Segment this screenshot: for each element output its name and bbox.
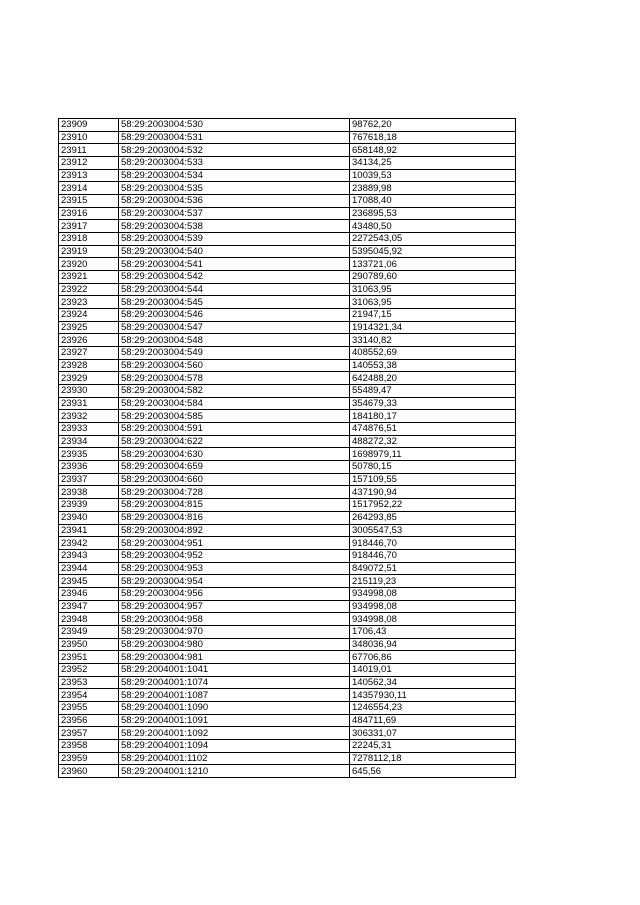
table-row xyxy=(59,233,516,246)
row-number-cell: 23943 xyxy=(59,549,119,562)
cadastral-number-cell: 58:29:2003004:549 xyxy=(119,347,350,360)
cadastral-number-cell: 58:29:2003004:546 xyxy=(119,309,350,322)
cadastral-number-cell: 58:29:2003004:539 xyxy=(119,233,350,246)
row-number-cell: 23946 xyxy=(59,587,119,600)
row-number-cell: 23936 xyxy=(59,461,119,474)
value-cell: 1517952,22 xyxy=(350,499,516,512)
row-number-cell: 23933 xyxy=(59,423,119,436)
cadastral-number-cell: 58:29:2003004:584 xyxy=(119,397,350,410)
row-number-cell: 23930 xyxy=(59,385,119,398)
table-row xyxy=(59,448,516,461)
value-cell: 488272,32 xyxy=(350,435,516,448)
cadastral-number-cell: 58:29:2003004:538 xyxy=(119,220,350,233)
row-number-cell: 23928 xyxy=(59,359,119,372)
cadastral-number-cell: 58:29:2004001:1092 xyxy=(119,727,350,740)
value-cell: 140553,38 xyxy=(350,359,516,372)
cadastral-number-cell: 58:29:2003004:954 xyxy=(119,575,350,588)
cadastral-number-cell: 58:29:2003004:582 xyxy=(119,385,350,398)
value-cell: 10039,53 xyxy=(350,169,516,182)
row-number-cell: 23927 xyxy=(59,347,119,360)
cadastral-number-cell: 58:29:2003004:560 xyxy=(119,359,350,372)
row-number-cell: 23923 xyxy=(59,296,119,309)
table-row xyxy=(59,359,516,372)
cadastral-number-cell: 58:29:2004001:1074 xyxy=(119,676,350,689)
cadastral-number-cell: 58:29:2003004:630 xyxy=(119,448,350,461)
cadastral-value-table xyxy=(58,118,516,778)
table-row xyxy=(59,461,516,474)
cadastral-number-cell: 58:29:2003004:532 xyxy=(119,144,350,157)
cadastral-number-cell: 58:29:2003004:956 xyxy=(119,587,350,600)
cadastral-number-cell: 58:29:2003004:951 xyxy=(119,537,350,550)
row-number-cell: 23911 xyxy=(59,144,119,157)
row-number-cell: 23942 xyxy=(59,537,119,550)
table-row xyxy=(59,537,516,550)
cadastral-number-cell: 58:29:2003004:970 xyxy=(119,625,350,638)
table-row xyxy=(59,499,516,512)
cadastral-number-cell: 58:29:2003004:622 xyxy=(119,435,350,448)
value-cell: 849072,51 xyxy=(350,562,516,575)
value-cell: 934998,08 xyxy=(350,587,516,600)
cadastral-number-cell: 58:29:2003004:728 xyxy=(119,486,350,499)
value-cell: 934998,08 xyxy=(350,613,516,626)
cadastral-number-cell: 58:29:2003004:952 xyxy=(119,549,350,562)
value-cell: 3005547,53 xyxy=(350,524,516,537)
table-row xyxy=(59,727,516,740)
cadastral-number-cell: 58:29:2003004:548 xyxy=(119,334,350,347)
row-number-cell: 23919 xyxy=(59,245,119,258)
cadastral-number-cell: 58:29:2003004:585 xyxy=(119,410,350,423)
cadastral-number-cell: 58:29:2003004:533 xyxy=(119,157,350,170)
row-number-cell: 23939 xyxy=(59,499,119,512)
row-number-cell: 23947 xyxy=(59,600,119,613)
row-number-cell: 23931 xyxy=(59,397,119,410)
table-row xyxy=(59,220,516,233)
row-number-cell: 23937 xyxy=(59,473,119,486)
row-number-cell: 23945 xyxy=(59,575,119,588)
value-cell: 43480,50 xyxy=(350,220,516,233)
value-cell: 2272543,05 xyxy=(350,233,516,246)
cadastral-number-cell: 58:29:2004001:1102 xyxy=(119,752,350,765)
table-row xyxy=(59,600,516,613)
table-row xyxy=(59,271,516,284)
table-row xyxy=(59,334,516,347)
row-number-cell: 23915 xyxy=(59,195,119,208)
value-cell: 5395045,92 xyxy=(350,245,516,258)
cadastral-number-cell: 58:29:2004001:1090 xyxy=(119,701,350,714)
value-cell: 140562,34 xyxy=(350,676,516,689)
table-row xyxy=(59,613,516,626)
cadastral-number-cell: 58:29:2003004:545 xyxy=(119,296,350,309)
table-row xyxy=(59,511,516,524)
cadastral-number-cell: 58:29:2003004:958 xyxy=(119,613,350,626)
row-number-cell: 23951 xyxy=(59,651,119,664)
cadastral-number-cell: 58:29:2003004:535 xyxy=(119,182,350,195)
value-cell: 484711,69 xyxy=(350,714,516,727)
cadastral-number-cell: 58:29:2003004:953 xyxy=(119,562,350,575)
row-number-cell: 23952 xyxy=(59,663,119,676)
row-number-cell: 23909 xyxy=(59,119,119,132)
table-row xyxy=(59,486,516,499)
value-cell: 98762,20 xyxy=(350,119,516,132)
table-row xyxy=(59,321,516,334)
table-row xyxy=(59,119,516,132)
cadastral-number-cell: 58:29:2003004:534 xyxy=(119,169,350,182)
value-cell: 14357930,11 xyxy=(350,689,516,702)
table-row xyxy=(59,195,516,208)
cadastral-number-cell: 58:29:2003004:542 xyxy=(119,271,350,284)
cadastral-number-cell: 58:29:2003004:536 xyxy=(119,195,350,208)
value-cell: 354679,33 xyxy=(350,397,516,410)
value-cell: 1246554,23 xyxy=(350,701,516,714)
table-row xyxy=(59,157,516,170)
row-number-cell: 23956 xyxy=(59,714,119,727)
value-cell: 23889,98 xyxy=(350,182,516,195)
row-number-cell: 23917 xyxy=(59,220,119,233)
value-cell: 21947,15 xyxy=(350,309,516,322)
cadastral-number-cell: 58:29:2003004:547 xyxy=(119,321,350,334)
value-cell: 50780,15 xyxy=(350,461,516,474)
table-row xyxy=(59,207,516,220)
cadastral-number-cell: 58:29:2003004:540 xyxy=(119,245,350,258)
value-cell: 934998,08 xyxy=(350,600,516,613)
cadastral-number-cell: 58:29:2003004:816 xyxy=(119,511,350,524)
table-row xyxy=(59,765,516,778)
row-number-cell: 23954 xyxy=(59,689,119,702)
value-cell: 658148,92 xyxy=(350,144,516,157)
table-row xyxy=(59,739,516,752)
value-cell: 1914321,34 xyxy=(350,321,516,334)
value-cell: 55489,47 xyxy=(350,385,516,398)
table-row xyxy=(59,587,516,600)
table-row xyxy=(59,549,516,562)
row-number-cell: 23948 xyxy=(59,613,119,626)
value-cell: 31063,95 xyxy=(350,283,516,296)
value-cell: 215119,23 xyxy=(350,575,516,588)
value-cell: 645,56 xyxy=(350,765,516,778)
table-row xyxy=(59,296,516,309)
table-row xyxy=(59,347,516,360)
cadastral-number-cell: 58:29:2004001:1087 xyxy=(119,689,350,702)
cadastral-number-cell: 58:29:2003004:660 xyxy=(119,473,350,486)
value-cell: 7278112,18 xyxy=(350,752,516,765)
row-number-cell: 23959 xyxy=(59,752,119,765)
value-cell: 437190,94 xyxy=(350,486,516,499)
row-number-cell: 23929 xyxy=(59,372,119,385)
row-number-cell: 23921 xyxy=(59,271,119,284)
row-number-cell: 23940 xyxy=(59,511,119,524)
row-number-cell: 23938 xyxy=(59,486,119,499)
cadastral-number-cell: 58:29:2004001:1094 xyxy=(119,739,350,752)
value-cell: 1698979,11 xyxy=(350,448,516,461)
row-number-cell: 23920 xyxy=(59,258,119,271)
table-row xyxy=(59,131,516,144)
row-number-cell: 23944 xyxy=(59,562,119,575)
cadastral-number-cell: 58:29:2003004:544 xyxy=(119,283,350,296)
value-cell: 918446,70 xyxy=(350,549,516,562)
row-number-cell: 23934 xyxy=(59,435,119,448)
row-number-cell: 23918 xyxy=(59,233,119,246)
row-number-cell: 23935 xyxy=(59,448,119,461)
table-row xyxy=(59,663,516,676)
cadastral-number-cell: 58:29:2003004:541 xyxy=(119,258,350,271)
value-cell: 22245,31 xyxy=(350,739,516,752)
value-cell: 918446,70 xyxy=(350,537,516,550)
cadastral-number-cell: 58:29:2003004:957 xyxy=(119,600,350,613)
cadastral-number-cell: 58:29:2003004:659 xyxy=(119,461,350,474)
cadastral-number-cell: 58:29:2004001:1091 xyxy=(119,714,350,727)
table-body xyxy=(59,119,516,778)
row-number-cell: 23950 xyxy=(59,638,119,651)
value-cell: 31063,95 xyxy=(350,296,516,309)
cadastral-number-cell: 58:29:2003004:578 xyxy=(119,372,350,385)
cadastral-number-cell: 58:29:2003004:531 xyxy=(119,131,350,144)
table-row xyxy=(59,258,516,271)
table-row xyxy=(59,410,516,423)
row-number-cell: 23922 xyxy=(59,283,119,296)
row-number-cell: 23925 xyxy=(59,321,119,334)
value-cell: 474876,51 xyxy=(350,423,516,436)
value-cell: 408552,69 xyxy=(350,347,516,360)
row-number-cell: 23953 xyxy=(59,676,119,689)
value-cell: 348036,94 xyxy=(350,638,516,651)
row-number-cell: 23949 xyxy=(59,625,119,638)
table-row xyxy=(59,701,516,714)
table-row xyxy=(59,562,516,575)
value-cell: 236895,53 xyxy=(350,207,516,220)
row-number-cell: 23910 xyxy=(59,131,119,144)
table-row xyxy=(59,575,516,588)
row-number-cell: 23958 xyxy=(59,739,119,752)
row-number-cell: 23955 xyxy=(59,701,119,714)
value-cell: 1706,43 xyxy=(350,625,516,638)
cadastral-number-cell: 58:29:2003004:980 xyxy=(119,638,350,651)
table-row xyxy=(59,651,516,664)
table-row xyxy=(59,397,516,410)
table-row xyxy=(59,245,516,258)
table-row xyxy=(59,752,516,765)
table-row xyxy=(59,524,516,537)
cadastral-number-cell: 58:29:2003004:981 xyxy=(119,651,350,664)
value-cell: 67706,86 xyxy=(350,651,516,664)
table-row xyxy=(59,309,516,322)
table-row xyxy=(59,169,516,182)
value-cell: 184180,17 xyxy=(350,410,516,423)
value-cell: 767618,18 xyxy=(350,131,516,144)
cadastral-number-cell: 58:29:2004001:1041 xyxy=(119,663,350,676)
table-row xyxy=(59,625,516,638)
value-cell: 306331,07 xyxy=(350,727,516,740)
table-row xyxy=(59,182,516,195)
table-row xyxy=(59,473,516,486)
table-row xyxy=(59,638,516,651)
value-cell: 14019,01 xyxy=(350,663,516,676)
cadastral-number-cell: 58:29:2004001:1210 xyxy=(119,765,350,778)
value-cell: 133721,06 xyxy=(350,258,516,271)
table-row xyxy=(59,714,516,727)
row-number-cell: 23916 xyxy=(59,207,119,220)
value-cell: 290789,60 xyxy=(350,271,516,284)
table-row xyxy=(59,144,516,157)
cadastral-number-cell: 58:29:2003004:537 xyxy=(119,207,350,220)
row-number-cell: 23957 xyxy=(59,727,119,740)
value-cell: 157109,55 xyxy=(350,473,516,486)
row-number-cell: 23932 xyxy=(59,410,119,423)
value-cell: 264293,85 xyxy=(350,511,516,524)
row-number-cell: 23941 xyxy=(59,524,119,537)
value-cell: 642488,20 xyxy=(350,372,516,385)
cadastral-number-cell: 58:29:2003004:815 xyxy=(119,499,350,512)
cadastral-number-cell: 58:29:2003004:530 xyxy=(119,119,350,132)
table-row xyxy=(59,372,516,385)
row-number-cell: 23924 xyxy=(59,309,119,322)
table-row xyxy=(59,423,516,436)
cadastral-number-cell: 58:29:2003004:591 xyxy=(119,423,350,436)
table-row xyxy=(59,435,516,448)
value-cell: 33140,82 xyxy=(350,334,516,347)
row-number-cell: 23960 xyxy=(59,765,119,778)
data-sheet xyxy=(58,118,515,778)
value-cell: 34134,25 xyxy=(350,157,516,170)
row-number-cell: 23926 xyxy=(59,334,119,347)
row-number-cell: 23913 xyxy=(59,169,119,182)
value-cell: 17088,40 xyxy=(350,195,516,208)
row-number-cell: 23914 xyxy=(59,182,119,195)
table-row xyxy=(59,385,516,398)
table-row xyxy=(59,689,516,702)
cadastral-number-cell: 58:29:2003004:892 xyxy=(119,524,350,537)
table-row xyxy=(59,676,516,689)
row-number-cell: 23912 xyxy=(59,157,119,170)
table-row xyxy=(59,283,516,296)
